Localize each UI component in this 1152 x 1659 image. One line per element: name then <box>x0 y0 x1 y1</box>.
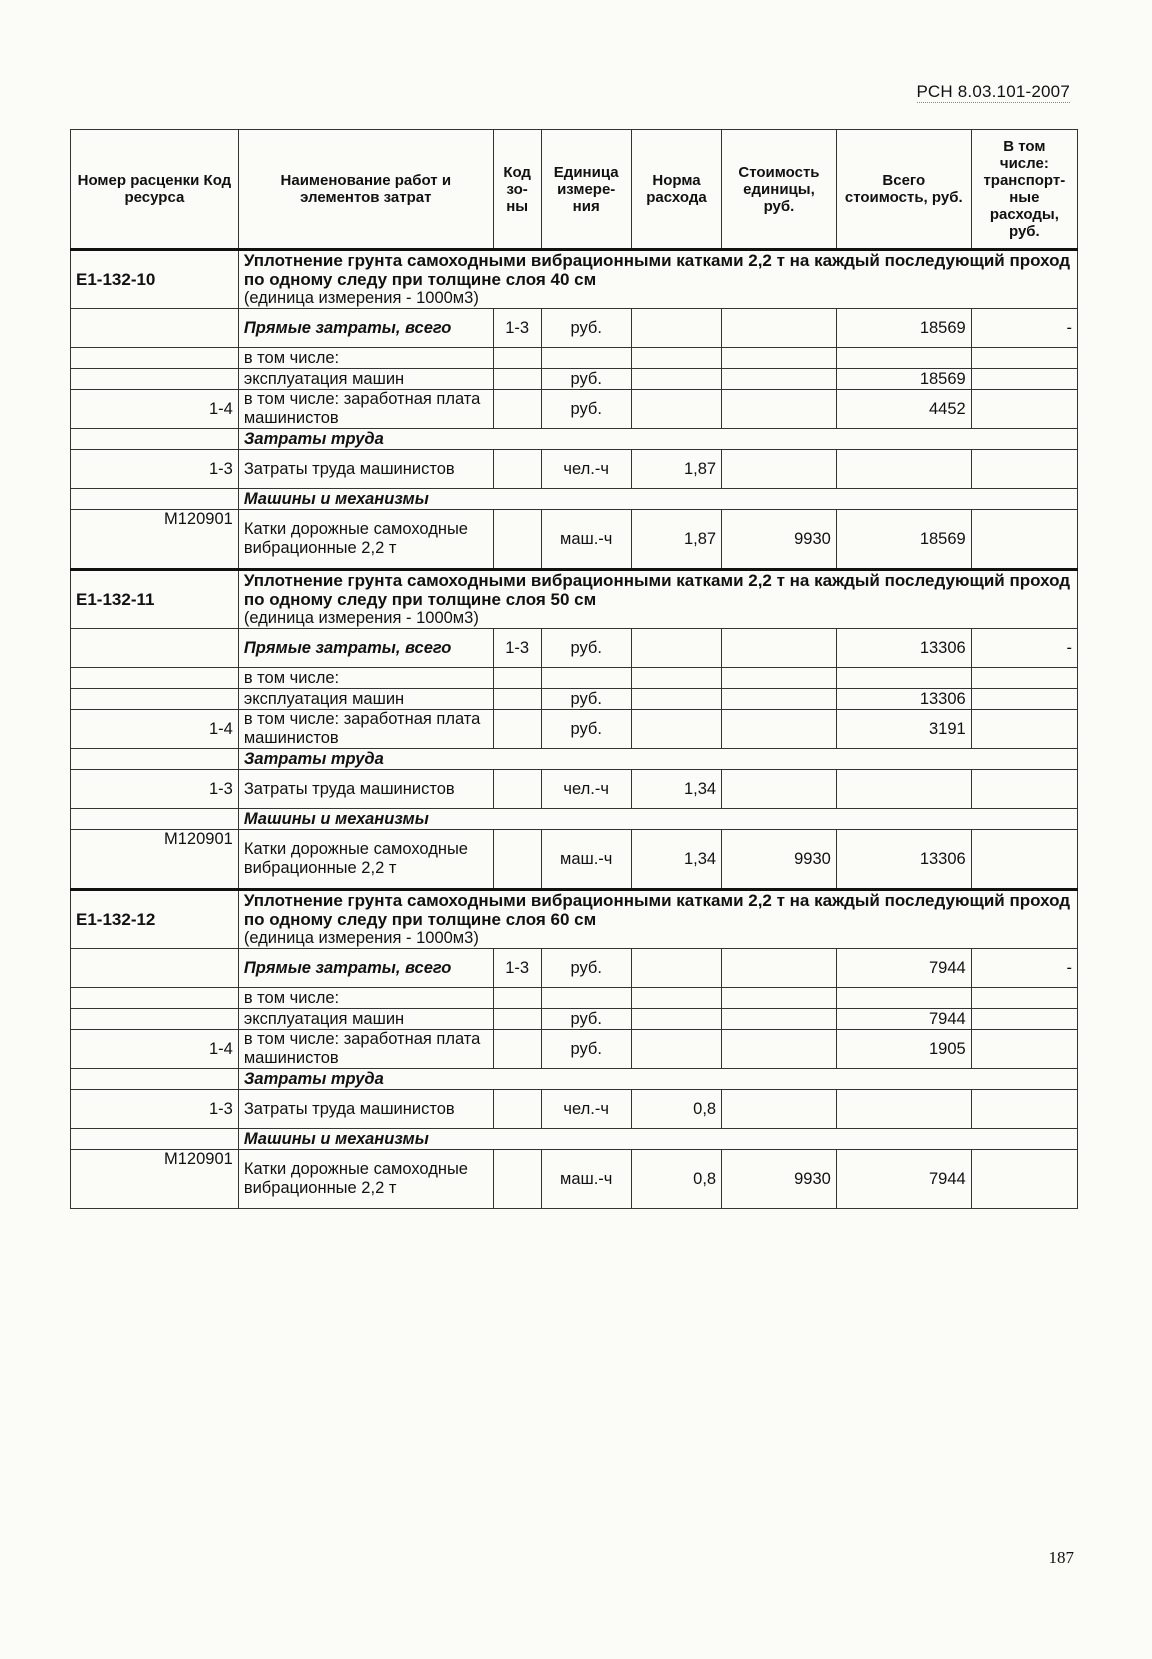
machine-total <box>836 510 971 570</box>
unit <box>541 1090 631 1129</box>
resource-code-text: 1-4 <box>208 399 233 418</box>
machine-code <box>71 830 239 890</box>
rate-unit-note: (единица измерения - 1000м3) <box>243 289 479 307</box>
empty-cell <box>722 1030 837 1069</box>
page-number: 187 <box>1048 1548 1074 1567</box>
empty-cell <box>722 390 837 429</box>
rate-code <box>71 250 239 309</box>
empty-cell <box>71 1069 239 1090</box>
empty-cell <box>493 390 541 429</box>
rate-title-cell <box>238 250 1077 309</box>
machine-norm <box>631 830 721 890</box>
machine-item-label-text: Катки дорожные самоходные вибрационные 2,2 т <box>243 1160 468 1197</box>
direct-total-text: 18569 <box>919 318 966 337</box>
section-row <box>71 429 1078 450</box>
resource-code-text: 1-4 <box>208 1039 233 1058</box>
machine-norm <box>631 1150 721 1209</box>
incl-label <box>238 988 493 1009</box>
header-unit-cost: Стоимость единицы, руб. <box>722 130 837 250</box>
empty-cell <box>493 988 541 1009</box>
section-row <box>71 809 1078 830</box>
machine-ops-label-text: эксплуатация машин <box>243 369 405 388</box>
rate-title: Уплотнение грунта самоходными вибрационными катками 2,2 т на каждый последующий проход по одному следу при толщине слоя 60 см <box>243 891 1071 929</box>
empty-cell <box>493 668 541 689</box>
table-row <box>71 348 1078 369</box>
transport-value-text: - <box>1066 638 1072 657</box>
empty-cell <box>541 988 631 1009</box>
wages-total-text: 1905 <box>929 1039 966 1058</box>
empty-cell <box>722 988 837 1009</box>
unit <box>541 309 631 348</box>
machine-code <box>71 510 239 570</box>
empty-cell <box>971 369 1077 390</box>
unit-text: руб. <box>570 1009 602 1028</box>
machine-norm-text: 1,34 <box>683 849 717 868</box>
rate-code-text: Е1-132-11 <box>76 590 155 609</box>
labor-norm-text: 0,8 <box>693 1099 717 1118</box>
empty-cell <box>722 629 837 668</box>
empty-cell <box>71 369 239 390</box>
machine-ops-total <box>836 369 971 390</box>
empty-cell <box>836 1090 971 1129</box>
table-row <box>71 988 1078 1009</box>
resource-code <box>71 1090 239 1129</box>
resource-code-text: 1-3 <box>208 459 233 478</box>
empty-cell <box>836 348 971 369</box>
rate-title-cell <box>238 570 1077 629</box>
table-row <box>71 629 1078 668</box>
unit-text: маш.-ч <box>559 529 613 548</box>
resource-code <box>71 450 239 489</box>
labor-norm-text: 1,87 <box>683 459 717 478</box>
rate-unit-note: (единица измерения - 1000м3) <box>243 929 479 947</box>
machine-total <box>836 1150 971 1209</box>
resource-code-text: 1-3 <box>208 779 233 798</box>
direct-costs-label <box>238 629 493 668</box>
empty-cell <box>631 1009 721 1030</box>
resource-code <box>71 710 239 749</box>
empty-cell <box>493 369 541 390</box>
empty-cell <box>71 309 239 348</box>
machine-norm <box>631 510 721 570</box>
incl-label-text: в том числе: <box>243 668 340 687</box>
machines-section-title <box>238 1129 1077 1150</box>
section-row <box>71 489 1078 510</box>
transport-value <box>971 309 1077 348</box>
empty-cell <box>836 668 971 689</box>
empty-cell <box>71 1009 239 1030</box>
labor-item-label <box>238 450 493 489</box>
empty-cell <box>971 710 1077 749</box>
machine-total-text: 13306 <box>919 849 966 868</box>
empty-cell <box>493 450 541 489</box>
machine-item-label <box>238 830 493 890</box>
unit-text: руб. <box>570 369 602 388</box>
empty-cell <box>493 689 541 710</box>
unit <box>541 450 631 489</box>
wages-label-text: в том числе: заработная плата машинистов <box>243 390 481 427</box>
unit-text: маш.-ч <box>559 849 613 868</box>
empty-cell <box>722 668 837 689</box>
unit <box>541 949 631 988</box>
machine-code-text: М120901 <box>164 1150 233 1168</box>
empty-cell <box>631 348 721 369</box>
table-row <box>71 450 1078 489</box>
incl-label <box>238 668 493 689</box>
machine-ops-total-text: 7944 <box>929 1009 966 1028</box>
table-row <box>71 1009 1078 1030</box>
machine-unit-cost-text: 9930 <box>794 529 831 548</box>
empty-cell <box>71 429 239 450</box>
unit <box>541 830 631 890</box>
rate-title: Уплотнение грунта самоходными вибрационными катками 2,2 т на каждый последующий проход по одному следу при толщине слоя 40 см <box>243 251 1071 289</box>
empty-cell <box>971 348 1077 369</box>
labor-section-text: Затраты труда <box>243 429 384 448</box>
rate-code-text: Е1-132-10 <box>76 270 156 289</box>
machine-item-label <box>238 510 493 570</box>
empty-cell <box>493 770 541 809</box>
header-total: Всего стоимость, руб. <box>836 130 971 250</box>
direct-costs-label-text: Прямые затраты, всего <box>243 638 452 657</box>
labor-norm-text: 1,34 <box>683 779 717 798</box>
unit-text: руб. <box>570 1039 602 1058</box>
empty-cell <box>971 450 1077 489</box>
empty-cell <box>722 710 837 749</box>
empty-cell <box>71 489 239 510</box>
transport-value-text: - <box>1066 958 1072 977</box>
empty-cell <box>631 689 721 710</box>
machine-unit-cost <box>722 510 837 570</box>
unit-text: руб. <box>570 318 602 337</box>
transport-value <box>971 629 1077 668</box>
labor-norm <box>631 770 721 809</box>
unit-text: руб. <box>570 719 602 738</box>
machines-section-title <box>238 489 1077 510</box>
wages-label-text: в том числе: заработная плата машинистов <box>243 1030 481 1067</box>
machine-item-label-text: Катки дорожные самоходные вибрационные 2,2 т <box>243 840 468 877</box>
machine-ops-total-text: 13306 <box>919 689 966 708</box>
table-row <box>71 710 1078 749</box>
empty-cell <box>71 629 239 668</box>
table-row <box>71 689 1078 710</box>
empty-cell <box>493 1090 541 1129</box>
machines-section-title <box>238 809 1077 830</box>
incl-label-text: в том числе: <box>243 348 340 367</box>
machine-item-label-text: Катки дорожные самоходные вибрационные 2,2 т <box>243 520 468 557</box>
table-body <box>71 250 1078 1209</box>
zone-code-text: 1-3 <box>505 318 530 337</box>
table-row <box>71 770 1078 809</box>
machine-norm-text: 1,87 <box>683 529 717 548</box>
machine-norm-text: 0,8 <box>693 1169 717 1188</box>
empty-cell <box>722 450 837 489</box>
section-row <box>71 1129 1078 1150</box>
machine-ops-total <box>836 1009 971 1030</box>
unit <box>541 369 631 390</box>
rate-code <box>71 570 239 629</box>
zone-code <box>493 949 541 988</box>
empty-cell <box>493 510 541 570</box>
unit <box>541 510 631 570</box>
wages-total-text: 4452 <box>929 399 966 418</box>
machine-code-text: М120901 <box>164 510 233 528</box>
wages-total <box>836 1030 971 1069</box>
empty-cell <box>971 1150 1077 1209</box>
machine-item-label <box>238 1150 493 1209</box>
direct-total-text: 13306 <box>919 638 966 657</box>
machine-code <box>71 1150 239 1209</box>
empty-cell <box>971 668 1077 689</box>
labor-item-label-text: Затраты труда машинистов <box>243 779 455 798</box>
machine-unit-cost <box>722 830 837 890</box>
rate-code <box>71 890 239 949</box>
empty-cell <box>71 348 239 369</box>
empty-cell <box>493 710 541 749</box>
empty-cell <box>971 1030 1077 1069</box>
transport-value <box>971 949 1077 988</box>
direct-costs-label <box>238 949 493 988</box>
machine-total <box>836 830 971 890</box>
wages-total <box>836 710 971 749</box>
wages-label <box>238 1030 493 1069</box>
empty-cell <box>722 369 837 390</box>
block-header-row <box>71 890 1078 949</box>
rate-unit-note: (единица измерения - 1000м3) <box>243 609 479 627</box>
block-header-row <box>71 250 1078 309</box>
unit-text: чел.-ч <box>563 1099 609 1118</box>
header-code: Номер расценки Код ресурса <box>71 130 239 250</box>
machine-code-text: М120901 <box>164 830 233 848</box>
empty-cell <box>722 1090 837 1129</box>
header-zone: Код зо- ны <box>493 130 541 250</box>
header-unit: Единица измере- ния <box>541 130 631 250</box>
incl-label <box>238 348 493 369</box>
rate-title-cell <box>238 890 1077 949</box>
section-row <box>71 1069 1078 1090</box>
labor-norm <box>631 1090 721 1129</box>
unit <box>541 1030 631 1069</box>
empty-cell <box>722 770 837 809</box>
unit-text: руб. <box>570 399 602 418</box>
machine-ops-total <box>836 689 971 710</box>
empty-cell <box>631 949 721 988</box>
empty-cell <box>971 390 1077 429</box>
empty-cell <box>493 348 541 369</box>
empty-cell <box>631 369 721 390</box>
wages-label-text: в том числе: заработная плата машинистов <box>243 710 481 747</box>
table-row <box>71 1030 1078 1069</box>
unit <box>541 629 631 668</box>
empty-cell <box>631 629 721 668</box>
empty-cell <box>971 1090 1077 1129</box>
table-row <box>71 1150 1078 1209</box>
machine-ops-label-text: эксплуатация машин <box>243 689 405 708</box>
table-row <box>71 949 1078 988</box>
empty-cell <box>971 988 1077 1009</box>
unit <box>541 1009 631 1030</box>
resource-code <box>71 390 239 429</box>
table-row <box>71 369 1078 390</box>
empty-cell <box>631 1030 721 1069</box>
empty-cell <box>71 809 239 830</box>
machine-total-text: 18569 <box>919 529 966 548</box>
empty-cell <box>71 689 239 710</box>
transport-value-text: - <box>1066 318 1072 337</box>
empty-cell <box>631 309 721 348</box>
empty-cell <box>722 309 837 348</box>
labor-section-title <box>238 1069 1077 1090</box>
empty-cell <box>971 770 1077 809</box>
direct-total-text: 7944 <box>929 958 966 977</box>
empty-cell <box>541 348 631 369</box>
direct-costs-label-text: Прямые затраты, всего <box>243 318 452 337</box>
empty-cell <box>71 749 239 770</box>
empty-cell <box>971 510 1077 570</box>
header-norm: Норма расхода <box>631 130 721 250</box>
unit <box>541 689 631 710</box>
empty-cell <box>722 348 837 369</box>
zone-code <box>493 629 541 668</box>
labor-item-label-text: Затраты труда машинистов <box>243 459 455 478</box>
empty-cell <box>971 1009 1077 1030</box>
resource-code <box>71 770 239 809</box>
empty-cell <box>836 988 971 1009</box>
machine-ops-label <box>238 1009 493 1030</box>
table-row <box>71 309 1078 348</box>
empty-cell <box>493 1009 541 1030</box>
labor-item-label <box>238 1090 493 1129</box>
empty-cell <box>71 668 239 689</box>
machine-ops-total-text: 18569 <box>919 369 966 388</box>
machine-unit-cost-text: 9930 <box>794 1169 831 1188</box>
empty-cell <box>541 668 631 689</box>
empty-cell <box>493 1150 541 1209</box>
direct-total <box>836 629 971 668</box>
labor-section-text: Затраты труда <box>243 749 384 768</box>
labor-section-title <box>238 749 1077 770</box>
empty-cell <box>836 450 971 489</box>
empty-cell <box>71 988 239 1009</box>
wages-total <box>836 390 971 429</box>
table-row <box>71 390 1078 429</box>
empty-cell <box>971 830 1077 890</box>
unit-text: чел.-ч <box>563 459 609 478</box>
empty-cell <box>631 390 721 429</box>
table-row <box>71 510 1078 570</box>
document-reference: РСН 8.03.101-2007 <box>916 82 1070 101</box>
labor-section-title <box>238 429 1077 450</box>
machine-total-text: 7944 <box>929 1169 966 1188</box>
resource-code-text: 1-4 <box>208 719 233 738</box>
empty-cell <box>631 710 721 749</box>
unit-text: чел.-ч <box>563 779 609 798</box>
header-row <box>71 130 1078 250</box>
zone-code <box>493 309 541 348</box>
empty-cell <box>631 988 721 1009</box>
direct-total <box>836 949 971 988</box>
labor-norm <box>631 450 721 489</box>
wages-total-text: 3191 <box>929 719 966 738</box>
table-row <box>71 1090 1078 1129</box>
empty-cell <box>722 949 837 988</box>
machine-unit-cost-text: 9930 <box>794 849 831 868</box>
empty-cell <box>836 770 971 809</box>
direct-costs-label <box>238 309 493 348</box>
rate-title: Уплотнение грунта самоходными вибрационными катками 2,2 т на каждый последующий проход по одному следу при толщине слоя 50 см <box>243 571 1071 609</box>
empty-cell <box>631 668 721 689</box>
direct-costs-label-text: Прямые затраты, всего <box>243 958 452 977</box>
block-header-row <box>71 570 1078 629</box>
empty-cell <box>493 830 541 890</box>
resource-code <box>71 1030 239 1069</box>
unit-text: маш.-ч <box>559 1169 613 1188</box>
rate-code-text: Е1-132-12 <box>76 910 156 929</box>
unit <box>541 710 631 749</box>
unit-text: руб. <box>570 958 602 977</box>
empty-cell <box>493 1030 541 1069</box>
zone-code-text: 1-3 <box>505 638 530 657</box>
empty-cell <box>722 689 837 710</box>
labor-item-label-text: Затраты труда машинистов <box>243 1099 455 1118</box>
unit-text: руб. <box>570 689 602 708</box>
section-row <box>71 749 1078 770</box>
zone-code-text: 1-3 <box>505 958 530 977</box>
header-name: Наименование работ и элементов затрат <box>238 130 493 250</box>
empty-cell <box>71 1129 239 1150</box>
machines-section-text: Машины и механизмы <box>243 809 429 828</box>
machines-section-text: Машины и механизмы <box>243 489 429 508</box>
machines-section-text: Машины и механизмы <box>243 1129 429 1148</box>
direct-total <box>836 309 971 348</box>
resource-code-text: 1-3 <box>208 1099 233 1118</box>
empty-cell <box>971 689 1077 710</box>
unit-text: руб. <box>570 638 602 657</box>
rates-table <box>70 129 1078 1209</box>
machine-ops-label <box>238 689 493 710</box>
table-row <box>71 830 1078 890</box>
empty-cell <box>722 1009 837 1030</box>
unit <box>541 390 631 429</box>
machine-ops-label <box>238 369 493 390</box>
table-row <box>71 668 1078 689</box>
machine-unit-cost <box>722 1150 837 1209</box>
header-transport: В том числе: транспорт- ные расходы, руб. <box>971 130 1077 250</box>
incl-label-text: в том числе: <box>243 988 340 1007</box>
machine-ops-label-text: эксплуатация машин <box>243 1009 405 1028</box>
labor-item-label <box>238 770 493 809</box>
wages-label <box>238 390 493 429</box>
unit <box>541 1150 631 1209</box>
empty-cell <box>71 949 239 988</box>
wages-label <box>238 710 493 749</box>
labor-section-text: Затраты труда <box>243 1069 384 1088</box>
unit <box>541 770 631 809</box>
